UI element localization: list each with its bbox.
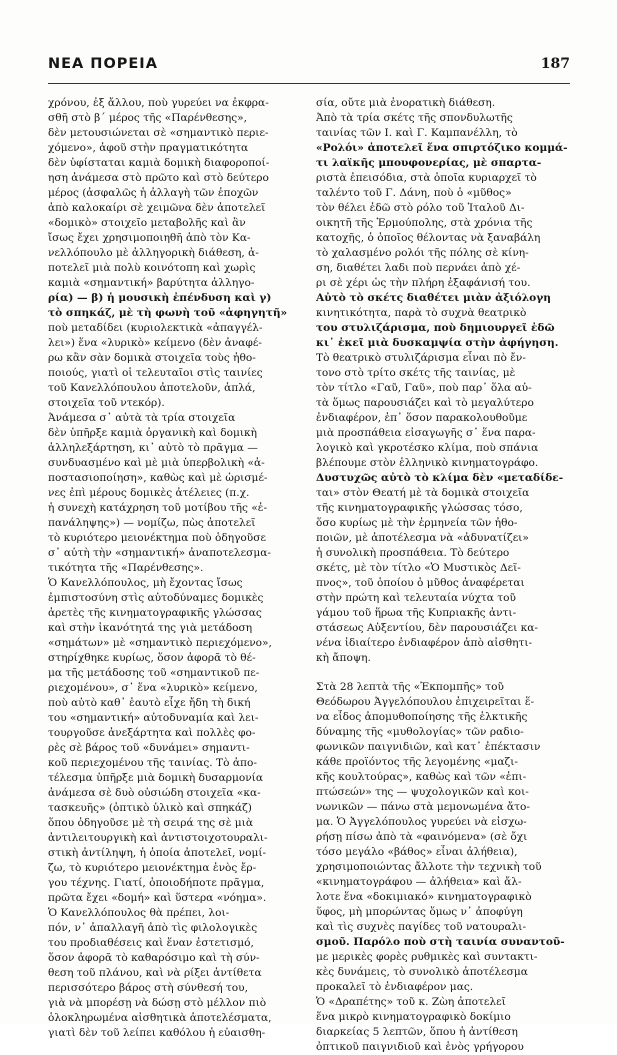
text-line: κατοχῆς, ὁ ὁποῖος θέλοντας νὰ ξαναβάλη [316, 232, 541, 244]
text-line: χρόνου, ἐξ ἄλλου, ποὺ γυρεύει να ἐκφρα- [48, 97, 269, 109]
text-line: στὴν πρώτη καὶ τελευταία νύχτα τοῦ [316, 592, 516, 604]
text-line: ταλέντο τοῦ Γ. Δάνη, ποὺ ὁ «μῦθος» [316, 187, 512, 199]
text-line: γάμου τοῦ ἥρωα τῆς Κυπριακῆς ἀντι- [316, 607, 517, 619]
text-line: ἴσως ἔχει χρησιμοποιηθῆ ἀπὸ τὸν Κα- [48, 232, 251, 244]
text-line: ποιούς, γιατὶ οἱ τελευταῖοι στὶς ταινίες [48, 367, 263, 379]
text-line: ται» στὸν Θεατή μὲ τὰ δομικὰ στοιχεῖα [316, 487, 530, 499]
text-line: ρι σὲ χέρι ὡς τὴν πλήρη ἐξαφάνισή του. [316, 277, 531, 289]
right-column [316, 96, 570, 1055]
text-line: σκέτς, μὲ τὸν τίτλο «Ὁ Μυστικὸς Δεῖ- [316, 562, 521, 574]
text-line: «Ρολόι» ἀποτελεῖ ἕνα σπιρτόζικο κομμά- [316, 142, 568, 154]
text-line: νες ἐπὶ μέρους δομικὲς ἀτέλειες (π.χ. [48, 487, 250, 499]
text-line: διαρκείας 5 λεπτῶν, ὅπου ἡ ἀντίθεση [316, 1026, 518, 1038]
text-line: «δομικὸ» στοιχεῖο μεταβολῆς καὶ ἂν [48, 217, 246, 229]
text-line: ἀνάμεσα σὲ δυὸ οὐσιώδη στοιχεῖα «κα- [48, 787, 261, 799]
left-column [48, 96, 302, 1041]
text-line: «κινηματογράφου — ἀλήθεια» καὶ ἄλ- [316, 876, 522, 888]
text-line: ρία) — β) ἡ μουσικὴ ἐπένδυση καὶ γ) [48, 292, 272, 304]
text-line: μιὰ προσπάθεια εἰσαγωγῆς σ᾽ ἕνα παρα- [316, 427, 536, 439]
text-line: ποὺ αὐτὸ καθ᾽ ἑαυτὸ εἶχε ἤδη τὴ δική [48, 697, 251, 709]
text-line: τὸν θέλει ἐδῶ στὸ ρόλο τοῦ Ἰταλοῦ Δι- [316, 202, 525, 214]
text-line: κινητικότητα, παρὰ τὸ συχνὰ θεατρικὸ [316, 307, 527, 319]
text-line: ἀλληλεξάρτηση, κι᾽ αὐτὸ τὸ πρᾶγμα — [48, 442, 258, 454]
text-line: ὁλοκληρωμένα αἰσθητικὰ ἀποτελέσματα, [48, 1012, 272, 1024]
text-line: γιατὶ δὲν τοῦ λείπει καθόλου ἡ εὐαισθη- [48, 1027, 266, 1039]
text-line: τέλεσμα ὑπῆρξε μιὰ δομικὴ δυσαρμονία [48, 772, 263, 784]
text-line: τὰ ὅμως παρουσιάζει καὶ τὸ μεγαλύτερο [316, 397, 534, 409]
text-line: δὲν μετουσιώνεται σὲ «σημαντικὸ περιε- [48, 127, 269, 139]
text-line: στοιχεῖα τοῦ ντεκόρ). [48, 397, 165, 409]
text-line: Ὁ Κανελλόπουλος, μὴ ἔχοντας ἴσως [48, 577, 243, 589]
text-line: κὲς δυνάμεις, τὸ συνολικὸ ἀποτέλεσμα [316, 966, 528, 978]
text-line: ποστασιοποίηση», καθὼς καὶ μὲ ὡρισμέ- [48, 472, 268, 484]
text-line: τουργοῦσε ἀνεξάρτητα καὶ πολλὲς φο- [48, 727, 256, 739]
text-line: λει») ἕνα «λυρικὸ» κείμενο (δὲν ἀναφέ- [48, 337, 262, 349]
text-line: να εἶδος ἀπομυθοποίησης τῆς ἑλκτικῆς [316, 711, 528, 723]
text-line: θεση τοῦ πλάνου, καὶ νὰ ρίξει ἀντίθετα [48, 967, 262, 979]
text-line: ζω, τὸ κυριότερο μειονέκτημα ἑνὸς ἔρ- [48, 862, 257, 874]
text-line: πτώσεών» της — ψυχολογικῶν καὶ κοι- [316, 786, 529, 798]
text-line: τόσο μεγάλο «βάθος» εἶναι ἀλήθεια), [316, 846, 518, 858]
text-line: Τὸ θεατρικὸ στυλιζάρισμα εἶναι πὸ ἔν- [316, 352, 526, 364]
text-line: μα τῆς μετάδοσης τοῦ «σημαντικοῦ πε- [48, 667, 260, 679]
text-line: ρω κἂν σὰν δομικὰ στοιχεῖα τοὺς ἠθο- [48, 352, 256, 364]
text-line: ἕνα μικρὸ κινηματογραφικὸ δοκίμιο [316, 1011, 511, 1023]
text-line: ἐνδιαφέρον, ἐπ᾽ ὅσον παρακολουθοῦμε [316, 412, 528, 424]
text-line: στικὴ ἀντίληψη, ἡ ὁποία ἀποτελεῖ, νομί- [48, 847, 267, 859]
page-number: 187 [540, 56, 570, 72]
text-line: τικότητα τῆς «Παρένθεσης». [48, 562, 204, 574]
text-line: ἀπὸ καλοκαίρι σὲ χειμῶνα δὲν ἀποτελεῖ [48, 202, 266, 214]
text-line: ποιῶν, μὲ ἀποτέλεσμα νὰ «ἀδυνατίζει» [316, 532, 529, 544]
text-line: τὸ σπηκάζ, μὲ τὴ φωνὴ τοῦ «ἀφηγητῆ» [48, 307, 288, 319]
text-line: τονο στὸ τρίτο σκέτς τῆς ταινίας, μὲ [316, 367, 516, 379]
text-line: ριστὰ ἐπεισόδια, στὰ ὁποῖα κυριαρχεῖ τὸ [316, 172, 537, 184]
text-line: ἡ συνεχὴ κατάχρηση τοῦ μοτίβου τῆς «ἐ- [48, 502, 268, 514]
text-line: στάσεως Αὐξεντίου, δὲν παρουσιάζει κα- [316, 622, 539, 634]
text-line: ριεχομένου», σ᾽ ἕνα «λυρικὸ» κείμενο, [48, 682, 258, 694]
text-line: ση, διαθέτει λαδι ποὺ περνάει ἀπὸ χέ- [316, 262, 521, 274]
text-line: Ὁ «Δραπέτης» τοῦ κ. Ζὼη ἀποτελεῖ [316, 996, 506, 1008]
text-line: τὸ χαλασμένο ρολόι τῆς πόλης σὲ κίνη- [316, 247, 529, 259]
text-line: Ἀνάμεσα σ᾽ αὐτὰ τὰ τρία στοιχεῖα [48, 412, 236, 424]
text-line: ἀντιλειτουργικὴ καὶ ἀντιστοιχοτουραλι- [48, 832, 268, 844]
text-line: φωνικῶν παιγνιδιῶν, καὶ κατ᾽ ἐπέκτασιν [316, 741, 541, 753]
text-line: μα. Ὁ Ἀγγελόπουλος γυρεύει νὰ εἰσχω- [316, 816, 527, 828]
text-line: τι λαϊκῆς μπουφονερίας, μὲ σπαρτα- [316, 157, 542, 169]
text-line: λοτε ἕνα «δοκιμιακό» κινηματογραφικὸ [316, 891, 532, 903]
journal-title: ΝΕΑ ΠΟΡΕΙΑ [48, 56, 158, 72]
text-line: Ὁ Κανελλόπουλος θὰ πρέπει, λοι- [48, 907, 230, 919]
text-line: τῆς κινηματογραφικῆς γλώσσας τόσο, [316, 502, 523, 514]
text-line: πνος», τοῦ ὁποίου ὁ μῦθος ἀναφέρεται [316, 577, 525, 589]
text-line: σ᾽ αὐτὴ τὴν «σημαντική» ἀναποτελεσμα- [48, 547, 271, 559]
text-line: κοῦ περιεχομένου τῆς ταινίας. Τὸ ἀπο- [48, 757, 257, 769]
text-line: σία, οὔτε μιὰ ἐνορατικὴ διάθεση. [316, 97, 496, 109]
text-line: ταινίας τῶν Ι. καὶ Γ. Καμπανέλλη, τὸ [316, 127, 518, 139]
text-line: τὸ κυριότερο μειονέκτημα ποὺ ὁδηγοῦσε [48, 532, 266, 544]
text-line: σμοῦ. Παρόλο ποὺ στὴ ταινία συναντοῦ- [316, 936, 565, 948]
text-line: ρήσῃ πίσω ἀπὸ τὰ «φαινόμενα» (σὲ ὄχι [316, 831, 528, 843]
text-line: γιὰ νὰ μπορέσῃ νὰ δώσῃ στὸ μέλλον πιὸ [48, 997, 267, 1009]
page-header [48, 56, 570, 78]
text-line: με μερικὲς φορὲς ρυθμικὲς καὶ συντακτι- [316, 951, 538, 963]
text-line: βλέπουμε στὸν ἑλληνικὸ κινηματογράφο. [316, 457, 539, 469]
text-line: του στυλιζάρισμα, ποὺ δημιουργεῖ ἐδῶ [316, 322, 555, 334]
text-line: καὶ τὶς συχνὲς παγίδες τοῦ νατουραλι- [316, 921, 527, 933]
text-line: Ἀπὸ τὰ τρία σκέτς τῆς σπονδυλωτῆς [316, 112, 513, 124]
text-line: γου τέχνης. Γιατί, ὁποιοδήποτε πρᾶγμα, [48, 877, 265, 889]
text-line: ἐμπιστοσύνη στὶς αὐτοδύναμες δομικὲς [48, 592, 264, 604]
text-line: Στὰ 28 λεπτὰ τῆς «Ἐκπομπῆς» τοῦ [316, 681, 504, 693]
text-line: ποὺ μεταδίδει (κυριολεκτικὰ «ἀπαγγέλ- [48, 322, 263, 334]
text-line: περισσότερο βάρος στὴ σύνθεσή του, [48, 982, 248, 994]
text-line: ποτελεῖ μιὰ πολὺ κοινότοπη καὶ χωρὶς [48, 262, 256, 274]
text-line: νένα ἰδιαίτερο ἐνδιαφέρον ἀπὸ αἰσθητι- [316, 637, 533, 649]
text-line: τοῦ Κανελλόπουλου ἀποτελοῦν, ἁπλά, [48, 382, 256, 394]
text-line: κὴ ἄποψη. [316, 652, 371, 664]
text-line: πρῶτα ἔχει «δομή» καὶ ὕστερα «νόημα». [48, 892, 267, 904]
text-line: μέρος (ἀσφαλῶς ἡ ἀλλαγὴ τῶν ἐποχῶν [48, 187, 259, 199]
text-line: λογικὸ καὶ γκροτέσκο κλίμα, ποὺ σπάνια [316, 442, 539, 454]
text-line: πανάληψης») — νομίζω, πὼς ἀποτελεῖ [48, 517, 256, 529]
text-line: κῆς κουλτούρας», καθὼς καὶ τῶν «ἐπι- [316, 771, 527, 783]
text-line: ὕφος, μὴ μπορώντας ὅμως ν᾽ ἀποφύγη [316, 906, 523, 918]
text-line: κάθε προϊόντος τῆς λεγομένης «μαζι- [316, 756, 518, 768]
text-line: Αὐτὸ τὸ σκέτς διαθέτει μιὰν ἀξιόλογη [316, 292, 551, 304]
text-line: οικητῆ τῆς Ἑρμούπολης, στὰ χρόνια τῆς [316, 217, 533, 229]
text-line: ὅπου ὁδηγοῦσε μὲ τὴ σειρά της σὲ μιὰ [48, 817, 253, 829]
text-line: δύναμης τῆς «μυθολογίας» τῶν ραδιο- [316, 726, 524, 738]
paragraph-gap [316, 666, 570, 680]
text-line: καὶ στὴν ἱκανότητά της γιὰ μετάδοση [48, 622, 253, 634]
text-line: προκαλεῖ τὸ ἐνδιαφέρον μας. [316, 981, 474, 993]
text-line: ὅσο κυρίως μὲ τὴν ἑρμηνεία τῶν ἠθο- [316, 517, 518, 529]
text-line: δὲν ὑφίσταται καμιὰ δομικὴ διαφοροποί- [48, 157, 270, 169]
text-line: πόν, ν᾽ ἀπαλλαγῆ ἀπὸ τὶς φιλολογικὲς [48, 922, 258, 934]
text-line: καμιὰ «σημαντική» βαρύτητα ἀλληγο- [48, 277, 255, 289]
text-line: χόμενο», ἀφοῦ στὴν πραγματικότητα [48, 142, 249, 154]
text-line: δὲν ὑπῆρξε καμιὰ ὀργανικὴ καὶ δομικὴ [48, 427, 257, 439]
text-line: συνδυασμένο καὶ μὲ μιὰ ὑπερβολικὴ «ἀ- [48, 457, 265, 469]
text-line: χρησιμοποιώντας ἄλλοτε τὴν τεχνικὴ τοῦ [316, 861, 542, 873]
text-line: ἡ συνολικὴ προσπάθεια. Τὸ δεύτερο [316, 547, 510, 559]
text-line: Θεόδωρου Ἀγγελόπουλου ἐπιχειρεῖται ἕ- [316, 696, 535, 708]
text-line: στηρίχθηκε κυρίως, ὅσον ἀφορᾶ τὸ θέ- [48, 652, 256, 664]
text-line: κι᾽ ἐκεῖ μιὰ δυσκαμψία στὴν ἀφήγηση. [316, 337, 559, 349]
text-line: ηση ἀνάμεσα στὸ πρῶτο καὶ στὸ δεύτερο [48, 172, 269, 184]
text-line: ἀρετὲς τῆς κινηματογραφικῆς γλώσσας [48, 607, 262, 619]
text-line: του «σημαντική» αὐτοδυναμία καὶ λει- [48, 712, 259, 724]
text-line: Δυστυχῶς αὐτὸ τὸ κλίμα δὲν «μεταδίδε- [316, 472, 564, 484]
header-rule [48, 83, 570, 84]
text-line: νωνικῶν — πάνω στὰ μεμονωμένα ἄτο- [316, 801, 530, 813]
text-line: «σημάτων» μὲ «σημαντικὸ περιεχόμενο», [48, 637, 272, 649]
text-line: ὅσον ἀφορᾶ τὸ καθαρόσιμο καὶ τὴ σύν- [48, 952, 260, 964]
text-line: του προδιαθέσεις καὶ ἕναν ἐστετισμό, [48, 937, 254, 949]
text-line: ρὲς σὲ βάρος τοῦ «δυνάμει» σημαντι- [48, 742, 250, 754]
text-line: τασκευῆς» (ὀπτικὸ ὑλικὸ καὶ σπηκάζ) [48, 802, 252, 814]
text-line: τὸν τίτλο «Γαῦ, Γαῦ», ποὺ παρ᾽ ὅλα αὐ- [316, 382, 532, 394]
text-line: ὀπτικοῦ παιγνιδιοῦ καὶ ἑνὸς γρήγορου [316, 1041, 524, 1053]
text-line: σθῆ στὸ β΄ μέρος τῆς «Παρένθεσης», [48, 112, 247, 124]
text-line: νελλόπουλο μὲ ἀλληγορικὴ διάθεση, ἀ- [48, 247, 259, 259]
